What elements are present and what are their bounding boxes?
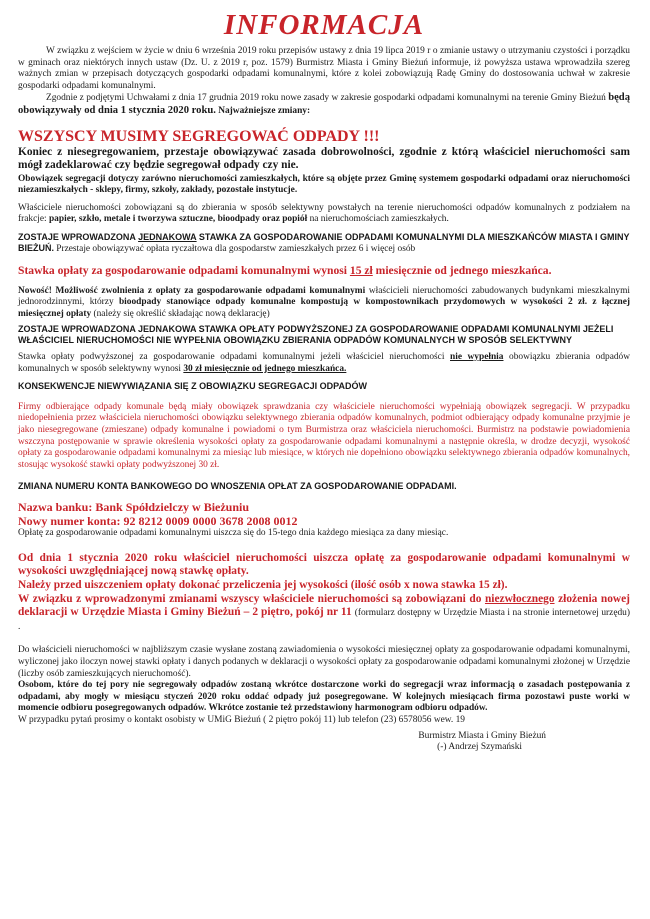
- collection-text-end: na nieruchomościach zamieszkałych.: [309, 214, 449, 225]
- collection-paragraph: [18, 203, 630, 226]
- notification-paragraph: Do właścicieli nieruchomości w najbliższym czasie wysłane zostaną zawiadomienia o wysokości miesięcznej opłaty za gospodarowanie odpadami komunalnymi, wyliczonej jako iloczyn nowej stawki opłaty i danych podanych w deklaracji o wysokości opłaty za gospodarowanie odpadami komunalnymi złożonej w Urzędzie (liczby osób zamieszkujących nieruchomość).: [18, 645, 630, 679]
- document-title: INFORMACJA: [223, 9, 425, 41]
- exemption-compost: bioodpady stanowiące odpady komunalne kompostują w kompostownikach przydomowych w wysokości 2 zł. z łącznej miesięcznej opłaty: [18, 297, 630, 319]
- higher-rate-amount: 30 zł miesięcznie od jednego mieszkańca.: [183, 363, 347, 374]
- higher-rate-heading: ZOSTAJE WPROWADZONA JEDNAKOWA STAWKA OPŁATY PODWYŻSZONEJ ZA GOSPODAROWANIE ODPADAMI KOMUNALNYMI JEŻELI WŁAŚCICIEL NIERUCHOMOŚCI NIE WYPEŁNIA OBOWIĄZKU ZBIERANIA ODPADÓW KOMUNALNYCH W SPOSÓB SELEKTYWNY: [18, 324, 614, 346]
- key-changes-label: Najważniejsze zmiany:: [218, 105, 311, 116]
- account-change-heading: ZMIANA NUMERU KONTA BANKOWEGO DO WNOSZENIA OPŁAT ZA GOSPODAROWANIE ODPADAMI.: [18, 481, 457, 492]
- higher-rate-paragraph: [18, 352, 630, 375]
- bank-name: Nazwa banku: Bank Spółdzielczy w Bieżuniu: [18, 500, 250, 515]
- rate-amount: 15 zł: [349, 263, 373, 277]
- exemption-new: Nowość! Możliwość zwolnienia z opłaty za gospodarowanie odpadami komunalnymi: [18, 285, 366, 296]
- intro-paragraph-2: [18, 92, 630, 117]
- flat-rate-paragraph: [18, 232, 630, 256]
- effective-date: będą obowiązywały od dnia 1 stycznia 2020 roku.: [18, 92, 630, 116]
- rate-text: Stawka opłaty za gospodarowanie odpadami komunalnymi wynosi: [18, 263, 347, 277]
- exemption-paragraph: [18, 286, 630, 321]
- bank-account-number: Nowy numer konta: 92 8212 0009 0000 3678 2008 0012: [18, 514, 298, 529]
- higher-rate-not-fulfil: nie wypełnia: [450, 351, 504, 362]
- bags-paragraph: Osobom, które do tej pory nie segregowały odpadów zostaną wkrótce dostarczone worki do segregacji wraz informacją o zasadach postępowania z odpadami, aby mogły w miesiącu styczeń 2020 roku oddać odpady już posegregowane. W kolejnych miesiącach firma pozostawi puste worki w momencie odbioru posegregowanych odpadów. Wkrótce zostanie też przedstawiony harmonogram odbioru odpadów.: [18, 680, 630, 714]
- higher-rate-text: Stawka opłaty podwyższonej za gospodarowanie odpadami komunalnymi jeżeli właściciel nieruchomości: [18, 351, 445, 362]
- consequences-heading: KONSEKWENCJE NIEWYWIĄZANIA SIĘ Z OBOWIĄZKU SEGREGACJI ODPADÓW: [18, 381, 368, 392]
- flat-rate-heading-a: ZOSTAJE WPROWADZONA: [18, 231, 136, 242]
- intro-text: Zgodnie z podjętymi Uchwałami z dnia 17 grudnia 2019 roku nowe zasady w zakresie gospodarki odpadami komunalnymi na terenie Gminy Bieżuń: [46, 93, 606, 104]
- lump-sum-note: Przestaje obowiązywać opłata ryczałtowa dla gospodarstw zamieszkałych przez 6 i więcej osób: [56, 243, 416, 254]
- final-notice-2: Należy przed uiszczeniem opłaty dokonać przeliczenia jej wysokości (ilość osób x nowa stawka 15 zł).: [18, 579, 508, 592]
- segregation-duty: Obowiązek segregacji dotyczy zarówno nieruchomości zamieszkałych, które są objęte przez Gminę systemem gospodarki odpadami oraz nieruchomości niezamieszkałych - sklepy, firmy, szkoły, zakłady, pozostałe instytucje.: [18, 173, 630, 196]
- exemption-text: właścicieli nieruchomości zabudowanych budynkami mieszkalnymi jednorodzinnymi, którzy: [18, 285, 630, 308]
- rate-line: [18, 264, 630, 278]
- collection-text: Właściciele nieruchomości zobowiązani są do zbierania w sposób selektywny powstałych na terenie nieruchomości odpadów komunalnych z podziałem na frakcje:: [18, 202, 630, 225]
- rate-unit: miesięcznie od jednego mieszkańca.: [375, 263, 552, 277]
- payment-deadline: Opłatę za gospodarowanie odpadami komunalnymi uiszcza się do 15-tego dnia każdego miesiąca za dany miesiąc.: [18, 528, 449, 539]
- declaration-text: W związku z wprowadzonymi zmianami wszyscy właściciele nieruchomości są zobowiązani do: [18, 592, 482, 605]
- flat-rate-heading-b: STAWKA ZA GOSPODAROWANIE ODPADAMI KOMUNALNYMI DLA MIESZKAŃCÓW MIASTA I GMINY BIEŻUŃ.: [18, 231, 630, 253]
- exemption-note: (należy się określić składając nową deklarację): [93, 308, 270, 319]
- contact-line: W przypadku pytań prosimy o kontakt osobisty w UMiG Bieżuń ( 2 piętro pokój 11) lub telefon (23) 6578056 wew. 19: [18, 714, 465, 725]
- higher-rate-text-2: obowiązku zbierania odpadów komunalnych w sposób selektywny wynosi: [18, 351, 631, 374]
- consequences-paragraph: Firmy odbierające odpady komunale będą miały obowiązek sprawdzania czy właściciele nieruchomości wypełniają obowiązek segregacji. W przypadku niedopełnienia przez właściciela nieruchomości obowiązku selektywnego zbierania odpadów komunalnych, podmiot odbierający odpady komunalne przyjmie je jako niesegregowane (zmieszane) odpady komunalne i powiadomi o tym Burmistrza oraz właściciela nieruchomości. Burmistrz na podstawie powiadomienia wszczyna postępowanie w sprawie określenia wysokości opłaty za gospodarowanie odpadami komunalnymi a następnie określa, w drodze decyzji, wysokość opłaty za gospodarowanie odpadami komunalnymi za miesiąc lub miesiące, w których nie dopełniono obowiązku selektywnego zbierania odpadów komunalnych, stosując wysokość stawki opłaty podwyższonej 30 zł.: [18, 401, 630, 470]
- signature-title: Burmistrz Miasta i Gminy Bieżuń: [418, 730, 546, 741]
- declaration-immediately: niezwłocznego: [484, 592, 555, 605]
- signature-name: (-) Andrzej Szymański: [437, 742, 522, 753]
- waste-fractions: papier, szkło, metale i tworzywa sztuczne, bioodpady oraz popiół: [48, 214, 308, 225]
- final-notice-1: Od dnia 1 stycznia 2020 roku właściciel nieruchomości uiszcza opłatę za gospodarowanie odpadami komunalnymi w wysokości uwzględniającej nową stawkę opłaty.: [18, 551, 630, 578]
- declaration-form-note: (formularz dostępny w Urzędzie Miasta i na stronie internetowej urzędu) .: [18, 608, 630, 632]
- flat-rate-heading-equal: JEDNAKOWA: [138, 231, 197, 242]
- segregation-lead: Koniec z niesegregowaniem, przestaje obowiązywać zasada dobrowolności, zgodnie z którą właściciel nieruchomości sam mógł zadeklarować czy będzie segregował odpady czy nie.: [18, 145, 630, 171]
- intro-paragraph-1: W związku z wejściem w życie w dniu 6 września 2019 roku przepisów ustawy z dnia 19 lipca 2019 r o zmianie ustawy o utrzymaniu czystości i porządku w gminach oraz niektórych innych ustaw (Dz. U. z 2019 r, poz. 1579) Burmistrz Miasta i Gminy Bieżuń informuje, iż powyższa ustawa wprowadziła szereg ważnych zmian w przepisach dotyczących gospodarki odpadami komunalnymi, które z kolei zobowiązują Radę Gminy do dostosowania uchwał w zakresie gospodarki odpadami komunalnymi.: [18, 46, 630, 91]
- declaration-office: złożenia nowej deklaracji w Urzędzie Miasta i Gminy Bieżuń – 2 piętro, pokój nr 11: [18, 592, 630, 619]
- final-notice-3: [18, 593, 630, 634]
- segregation-heading: WSZYSCY MUSIMY SEGREGOWAĆ ODPADY !!!: [18, 127, 380, 145]
